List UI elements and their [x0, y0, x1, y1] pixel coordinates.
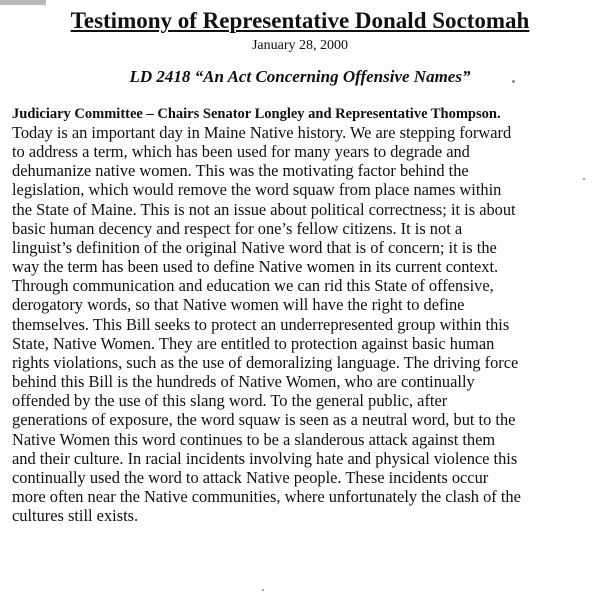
body-line: behind this Bill is the hundreds of Native Women, who are continually: [12, 372, 475, 392]
scan-speck: [512, 80, 515, 83]
body-line: Today is an important day in Maine Native history. We are stepping forward: [12, 123, 512, 142]
body-line: State, Native Women. They are entitled to protection against basic human: [12, 333, 495, 353]
scan-speck: [583, 178, 585, 180]
body-line: derogatory words, so that Native women will have the right to define: [12, 295, 465, 315]
body-line: cultures still exists.: [12, 506, 139, 526]
scan-speck: [262, 589, 264, 591]
body-line: Native Women this word continues to be a slanderous attack against them: [12, 429, 496, 449]
body-line: rights violations, such as the use of demoralizing language. The driving force: [12, 352, 519, 372]
body-line: legislation, which would remove the word squaw from place names within: [12, 180, 502, 200]
document-title: Testimony of Representative Donald Soctomah: [70, 8, 530, 33]
testimony-body: [12, 123, 598, 525]
body-line: themselves. This Bill seeks to protect an underrepresented group within this: [12, 314, 510, 334]
body-line: dehumanize native women. This was the motivating factor behind the: [12, 161, 469, 181]
body-line: more often near the Native communities, where unfortunately the clash of the: [12, 486, 521, 506]
committee-line: Judiciary Committee – Chairs Senator Longley and Representative Thompson.: [12, 106, 501, 122]
bill-title: LD 2418 “An Act Concerning Offensive Names”: [129, 67, 471, 86]
body-line: the State of Maine. This is not an issue about political correctness; it is about: [12, 199, 516, 219]
body-line: linguist’s definition of the original Native word that is of concern; it is the: [12, 237, 497, 257]
document-date: January 28, 2000: [251, 38, 349, 53]
body-line: generations of exposure, the word squaw is seen as a neutral word, but to the: [12, 410, 516, 430]
body-line: to address a term, which has been used for many years to degrade and: [12, 142, 470, 162]
body-line: continually used the word to attack Native people. These incidents occur: [12, 467, 489, 487]
scan-header-artifact: [0, 0, 46, 5]
body-line: Through communication and education we can rid this State of offensive,: [12, 276, 494, 296]
body-line: offended by the use of this slang word. To the general public, after: [12, 391, 448, 411]
body-line: and their culture. In racial incidents involving hate and physical violence this: [12, 448, 518, 468]
body-line: way the term has been used to define Native women in its current context.: [12, 257, 499, 277]
body-line: basic human decency and respect for one’s fellow citizens. It is not a: [12, 218, 463, 238]
